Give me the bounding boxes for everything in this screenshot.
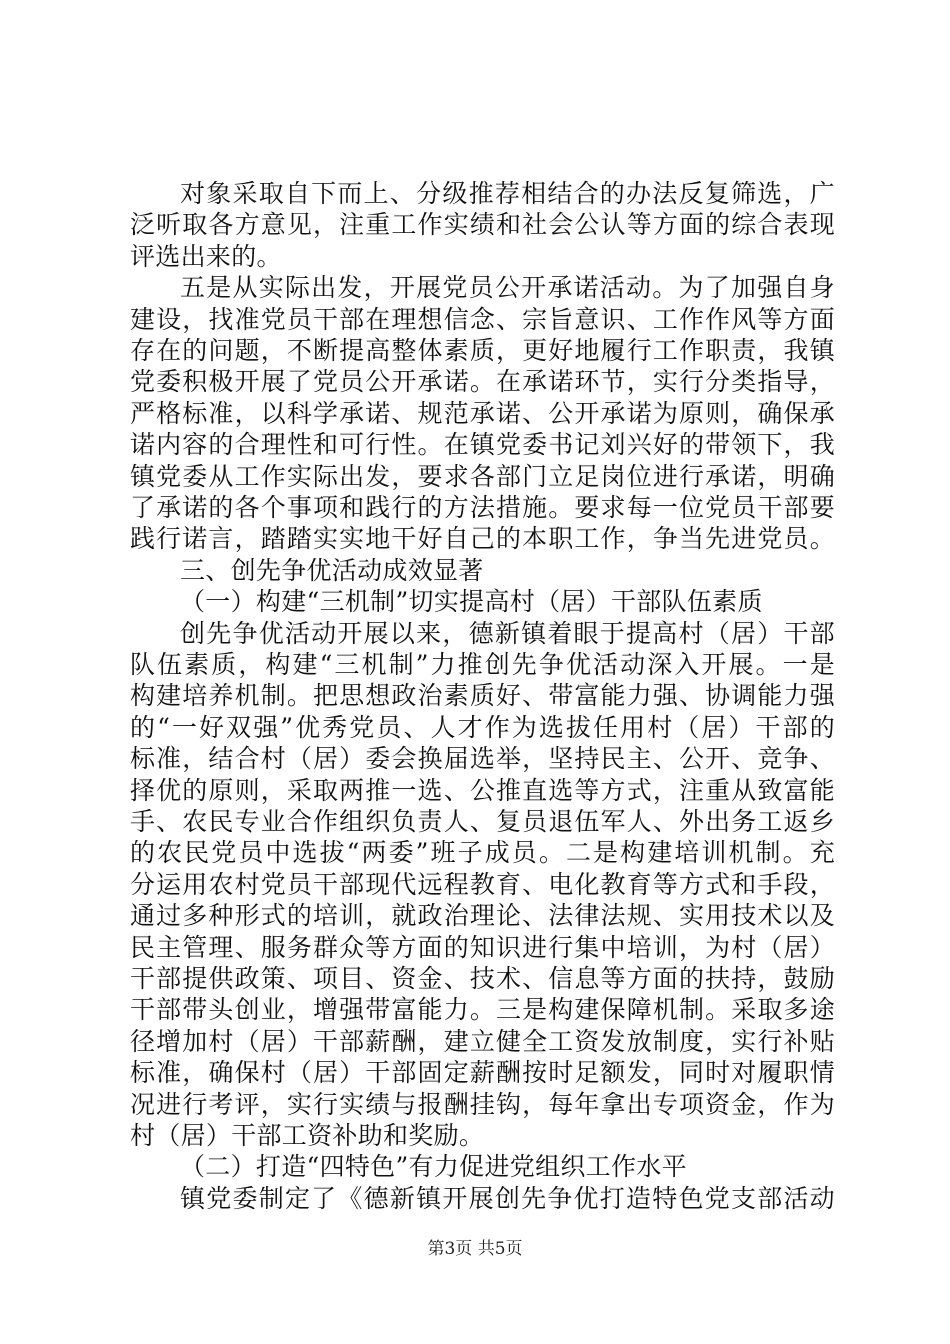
paragraph-line: 诺内容的合理性和可行性。在镇党委书记刘兴好的带领下，我: [130, 430, 835, 459]
paragraph-line: 分运用农村党员干部现代远程教育、电化教育等方式和手段，: [130, 870, 835, 899]
paragraph-line: 了承诺的各个事项和践行的方法措施。要求每一位党员干部要: [130, 493, 835, 522]
paragraph-line: 建设，找准党员干部在理想信念、宗旨意识、工作作风等方面: [130, 305, 835, 334]
paragraph-line: 的农民党员中选拔“两委”班子成员。二是构建培训机制。充: [130, 838, 835, 867]
paragraph-line: 标准，确保村（居）干部固定薪酬按时足额发，同时对履职情: [130, 1058, 835, 1087]
paragraph-line: 创先争优活动开展以来，德新镇着眼于提高村（居）干部: [180, 619, 835, 648]
paragraph-line: 的“一好双强”优秀党员、人才作为选拔任用村（居）干部的: [130, 713, 835, 742]
page-footer: 第3页 共5页: [427, 1239, 523, 1259]
paragraph-line: 泛听取各方意见，注重工作实绩和社会公认等方面的综合表现: [130, 210, 835, 239]
paragraph-line: 严格标准，以科学承诺、规范承诺、公开承诺为原则，确保承: [130, 399, 835, 428]
paragraph-line: 评选出来的。: [130, 242, 282, 271]
subsection-heading: （二）打造“四特色”有力促进党组织工作水平: [180, 1152, 687, 1181]
paragraph-line: 干部带头创业，增强带富能力。三是构建保障机制。采取多途: [130, 995, 835, 1024]
paragraph-line: 构建培养机制。把思想政治素质好、带富能力强、协调能力强: [130, 681, 835, 710]
paragraph-line: 标准，结合村（居）委会换届选举，坚持民主、公开、竞争、: [130, 744, 835, 773]
paragraph-line: 镇党委从工作实际出发，要求各部门立足岗位进行承诺，明确: [130, 462, 835, 491]
paragraph-line: 队伍素质，构建“三机制”力推创先争优活动深入开展。一是: [130, 650, 835, 679]
paragraph-line: 对象采取自下而上、分级推荐相结合的办法反复筛选，广: [180, 179, 835, 208]
paragraph-line: 存在的问题，不断提高整体素质，更好地履行工作职责，我镇: [130, 336, 835, 365]
paragraph-line: 择优的原则，采取两推一选、公推直选等方式，注重从致富能: [130, 776, 835, 805]
paragraph-line: 镇党委制定了《德新镇开展创先争优打造特色党支部活动: [180, 1184, 835, 1213]
paragraph-line: 践行诺言，踏踏实实地干好自己的本职工作，争当先进党员。: [130, 524, 835, 553]
paragraph-line: 通过多种形式的培训，就政治理论、法律法规、实用技术以及: [130, 901, 835, 930]
paragraph-line: 况进行考评，实行实绩与报酬挂钩，每年拿出专项资金，作为: [130, 1090, 835, 1119]
section-heading: 三、创先争优活动成效显著: [180, 556, 484, 585]
paragraph-line: 村（居）干部工资补助和奖励。: [130, 1121, 485, 1150]
paragraph-line: 径增加村（居）干部薪酬，建立健全工资发放制度，实行补贴: [130, 1027, 835, 1056]
paragraph-line: 手、农民专业合作组织负责人、复员退伍军人、外出务工返乡: [130, 807, 835, 836]
paragraph-line: 五是从实际出发，开展党员公开承诺活动。为了加强自身: [180, 273, 835, 302]
subsection-heading: （一）构建“三机制”切实提高村（居）干部队伍素质: [180, 587, 763, 616]
paragraph-line: 民主管理、服务群众等方面的知识进行集中培训，为村（居）: [130, 933, 835, 962]
paragraph-line: 干部提供政策、项目、资金、技术、信息等方面的扶持，鼓励: [130, 964, 835, 993]
paragraph-line: 党委积极开展了党员公开承诺。在承诺环节，实行分类指导，: [130, 367, 835, 396]
